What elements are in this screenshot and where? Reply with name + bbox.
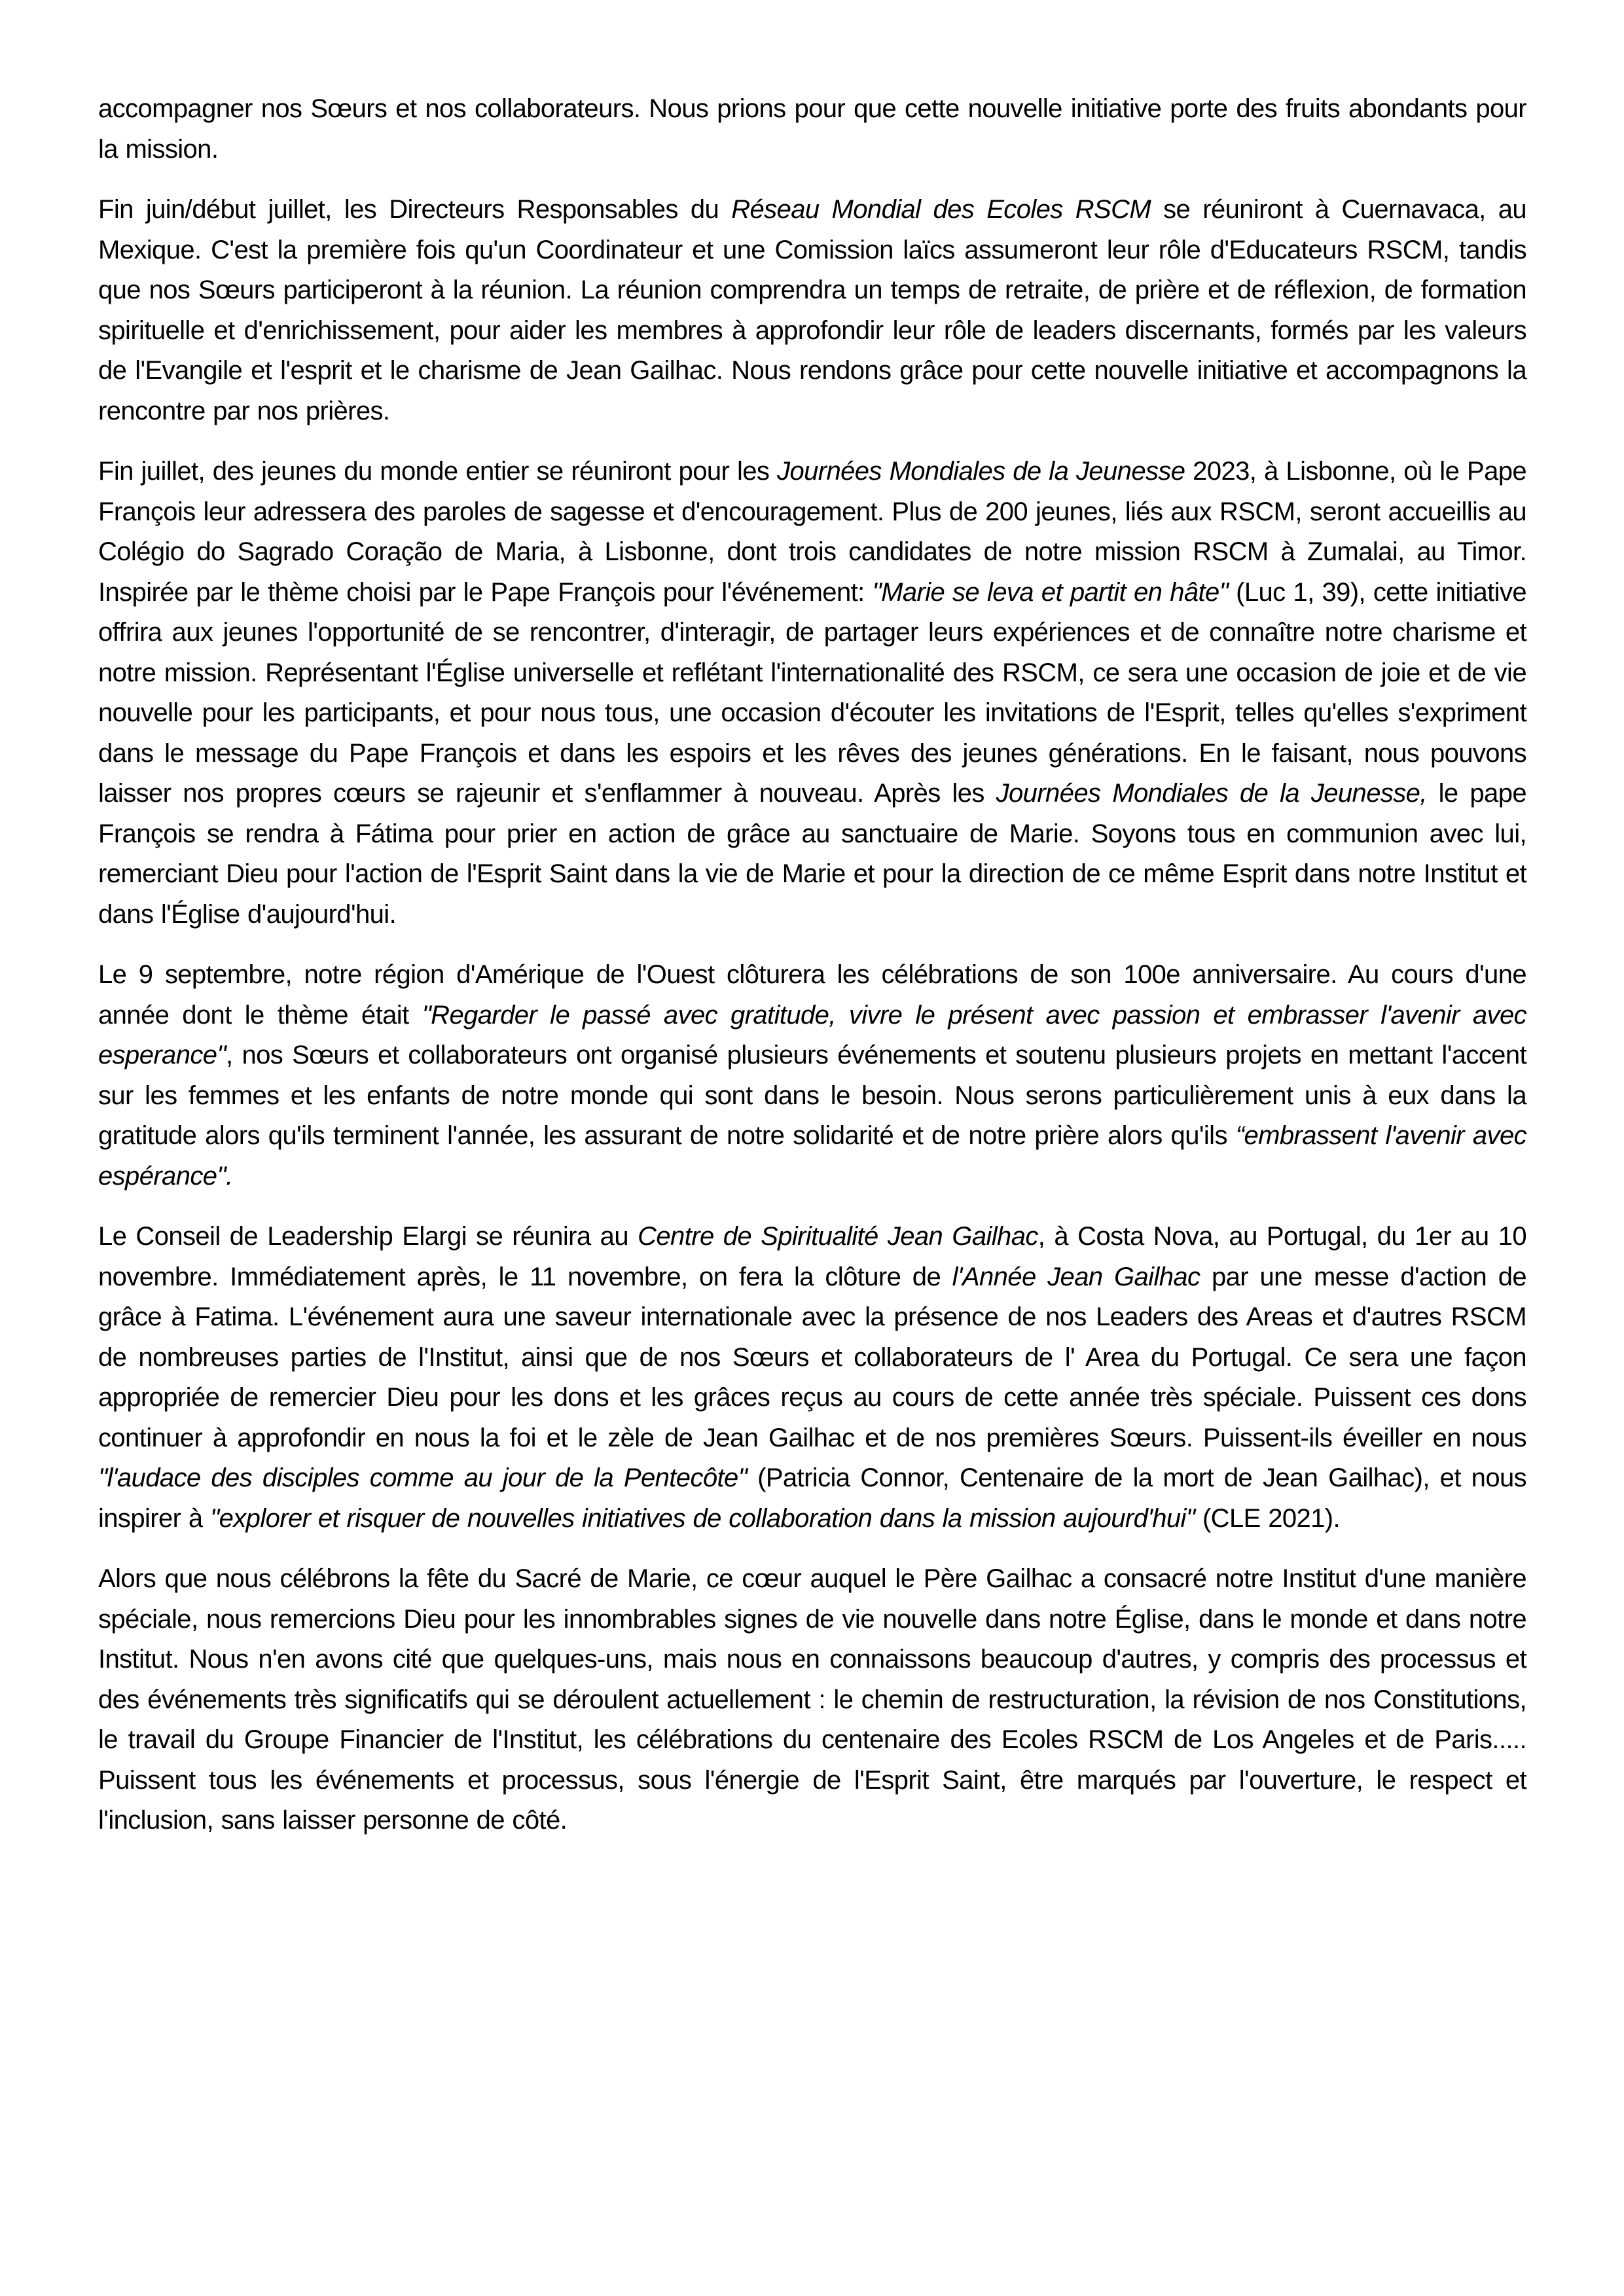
- italic-run: "Marie se leva et partit en hâte": [872, 577, 1229, 607]
- paragraph-schools-network: [98, 190, 1526, 431]
- paragraph-sacred-heart-feast: [98, 1559, 1526, 1841]
- italic-run: "l'audace des disciples comme au jour de la Pentecôte": [98, 1463, 748, 1492]
- italic-run: “embrassent l'avenir avec espérance".: [98, 1121, 1527, 1191]
- text-run: accompagner nos Sœurs et nos collaborateurs. Nous prions pour que cette nouvelle initiative porte des fruits abondants pour la mission.: [98, 94, 1526, 164]
- paragraph-west-america-anniversary: [98, 955, 1526, 1196]
- text-run: Fin juin/début juillet, les Directeurs Responsables du: [98, 195, 732, 224]
- text-run: 2023, à Lisbonne, où le Pape François leur adressera des paroles de sagesse et d'encouragement. Plus de 200 jeunes, liés aux RSCM, seront accueillis au Colégio do Sagrado Coração de Maria, à Lisbonne, dont trois candidates de notre mission RSCM à Zumalai, au Timor. Inspirée par le thème choisi par le Pape François pour l'événement:: [98, 457, 1527, 607]
- italic-run: Centre de Spiritualité Jean Gailhac: [638, 1222, 1038, 1251]
- text-run: se réuniront à Cuernavaca, au Mexique. C'est la première fois qu'un Coordinateur et une Comission laïcs assumeront leur rôle d'Educateurs RSCM, tandis que nos Sœurs participeront à la réunion. La réunion comprendra un temps de retraite, de prière et de réflexion, de formation spirituelle et d'enrichissement, pour aider les membres à approfondir leur rôle de leaders discernants, formés par les valeurs de l'Evangile et l'esprit et le charisme de Jean Gailhac. Nous rendons grâce pour cette nouvelle initiative et accompagnons la rencontre par nos prières.: [98, 195, 1526, 425]
- paragraph-world-youth-day: [98, 452, 1526, 935]
- italic-run: l'Année Jean Gailhac: [952, 1262, 1200, 1291]
- text-run: , à Costa Nova, au Portugal, du 1er au 10 novembre. Immédiatement après, le 11 novembre, on fera la clôture de: [98, 1222, 1526, 1291]
- text-run: (CLE 2021).: [1195, 1503, 1341, 1533]
- text-run: par une messe d'action de grâce à Fatima. L'événement aura une saveur internationale avec la présence de nos Leaders des Areas et d'autres RSCM de nombreuses parties de l'Institut, ainsi que de nos Sœurs et collaborateurs de l' Area du Portugal. Ce sera une façon appropriée de remercier Dieu pour les dons et les grâces reçus au cours de cette année très spéciale. Puissent ces dons continuer à approfondir en nous la foi et le zèle de Jean Gailhac et de nos premières Sœurs. Puissent-ils éveiller en nous: [98, 1262, 1526, 1452]
- text-run: Fin juillet, des jeunes du monde entier se réuniront pour les: [98, 457, 778, 486]
- paragraph-mission-initiative: [98, 89, 1526, 170]
- text-run: (Patricia Connor, Centenaire de la mort de Jean Gailhac), et nous inspirer à: [98, 1463, 1527, 1533]
- italic-run: "Regarder le passé avec gratitude, vivre le présent avec passion et embrasser l'avenir avec esperance": [98, 1000, 1526, 1069]
- text-run: le pape François se rendra à Fátima pour prier en action de grâce au sanctuaire de Marie. Soyons tous en communion avec lui, remerciant Dieu pour l'action de l'Esprit Saint dans la vie de Marie et pour la direction de ce même Esprit dans notre Institut et dans l'Église d'aujourd'hui.: [98, 779, 1526, 929]
- document-page: [98, 89, 1526, 1861]
- italic-run: "explorer et risquer de nouvelles initiatives de collaboration dans la mission aujourd'hui": [210, 1503, 1195, 1533]
- italic-run: Réseau Mondial des Ecoles RSCM: [731, 195, 1151, 224]
- text-run: Alors que nous célébrons la fête du Sacré de Marie, ce cœur auquel le Père Gailhac a consacré notre Institut d'une manière spéciale, nous remercions Dieu pour les innombrables signes de vie nouvelle dans notre Église, dans le monde et dans notre Institut. Nous n'en avons cité que quelques-uns, mais nous en connaissons beaucoup d'autres, y compris des processus et des événements très significatifs qui se déroulent actuellement : le chemin de restructuration, la révision de nos Constitutions, le travail du Groupe Financier de l'Institut, les célébrations du centenaire des Ecoles RSCM de Los Angeles et de Paris..... Puissent tous les événements et processus, sous l'énergie de l'Esprit Saint, être marqués par l'ouverture, le respect et l'inclusion, sans laisser personne de côté.: [98, 1564, 1526, 1835]
- text-run: Le 9 septembre, notre région d'Amérique de l'Ouest clôturera les célébrations de son 100e anniversaire. Au cours d'une année dont le thème était: [98, 960, 1526, 1030]
- italic-run: Journées Mondiales de la Jeunesse,: [996, 779, 1427, 808]
- text-run: (Luc 1, 39), cette initiative offrira aux jeunes l'opportunité de se rencontrer, d'interagir, de partager leurs expériences et de connaître notre charisme et notre mission. Représentant l'Église universelle et reflétant l'internationalité des RSCM, ce sera une occasion de joie et de vie nouvelle pour les participants, et pour nous tous, une occasion d'écouter les invitations de l'Esprit, telles qu'elles s'expriment dans le message du Pape François et dans les espoirs et les rêves des jeunes générations. En le faisant, nous pouvons laisser nos propres cœurs se rajeunir et s'enflammer à nouveau. Après les: [98, 577, 1526, 808]
- paragraph-leadership-council: [98, 1217, 1526, 1539]
- text-run: Le Conseil de Leadership Elargi se réunira au: [98, 1222, 638, 1251]
- italic-run: Journées Mondiales de la Jeunesse: [777, 457, 1185, 486]
- text-run: , nos Sœurs et collaborateurs ont organisé plusieurs événements et soutenu plusieurs projets en mettant l'accent sur les femmes et les enfants de notre monde qui sont dans le besoin. Nous serons particulièrement unis à eux dans la gratitude alors qu'ils terminent l'année, les assurant de notre solidarité et de notre prière alors qu'ils: [98, 1041, 1526, 1150]
